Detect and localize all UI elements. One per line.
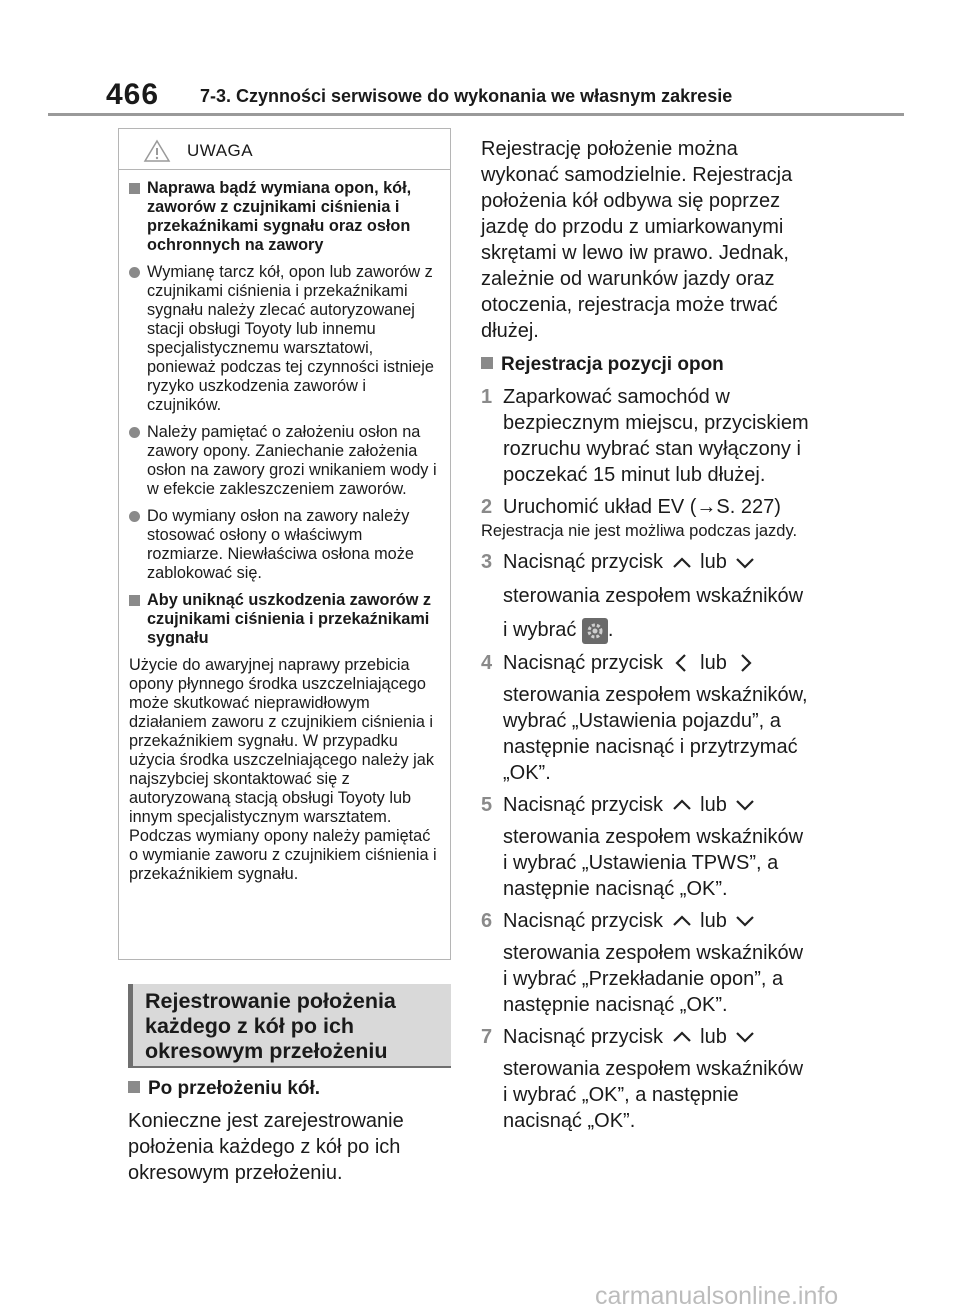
chevron-right-icon — [732, 653, 758, 673]
step-lead: Nacisnąć przycisk — [503, 551, 664, 573]
warning-bullet-1: Wymianę tarcz kół, opon lub zaworów z czujnikami ciśnienia i przekaźnikami sygnału należy zlecać autoryzowanej stacji obsługi Toyoty lub innemu specjalistycznemu warsztatowi, ponieważ podczas tej czynności istnieje ryzyko uszkodzenia zaworów i czujników. — [129, 263, 441, 415]
tire-position-heading: Rejestracja pozycji opon — [481, 352, 811, 378]
registration-title: Rejestrowanie położenia każdego z kół po ich okresowym przełożeniu — [145, 989, 396, 1063]
step-number: 7 — [481, 1025, 493, 1048]
or-label: lub — [700, 651, 727, 674]
after-rotation-text: Konieczne jest zarejestrowanie położenia każdego z kół po ich okresowym przełożeniu. — [128, 1110, 404, 1184]
chevron-down-icon — [732, 795, 758, 815]
section-title: 7-3. Czynności serwisowe do wykonania we własnym zakresie — [200, 86, 733, 106]
or-label: lub — [700, 1025, 727, 1048]
step-line-2: sterowania zespołem wskaźników — [503, 585, 804, 607]
step-line-3-text: i wybrać — [503, 619, 577, 641]
warning-triangle-icon — [143, 139, 171, 163]
step-number: 5 — [481, 793, 493, 816]
step-rest: sterowania zespołem wskaźników i wybrać „Przekładanie opon”, a następnie nacisnąć „OK”. — [503, 941, 804, 1016]
step-4 — [481, 650, 811, 786]
chevron-down-icon — [732, 1027, 758, 1047]
warning-bullet-2: Należy pamiętać o założeniu osłon na zawory opony. Zaniechanie założenia osłon na zawory grozi wnikaniem wody i w efekcie zakleszczeniem zaworów. — [129, 423, 441, 499]
registration-title-box — [128, 984, 451, 1068]
step-rest: sterowania zespołem wskaźników, wybrać „Ustawienia pojazdu”, a następnie nacisnąć i przytrzymać „OK”. — [503, 683, 808, 784]
step-2 — [481, 494, 811, 520]
warning-paragraph: Użycie do awaryjnej naprawy przebicia opony płynnego środka uszczelniającego może skutkować nieprawidłowym działaniem zaworu z czujnikiem ciśnienia i przekaźnikiem sygnału. W przypadku użycia środka uszczelniającego należy jak najszybciej skontaktować się z autoryzowaną stacją obsługi Toyoty lub innym specjalistycznym warsztatem. Podczas wymiany opony należy pamiętać o wymianie zaworu z czujnikiem ciśnienia i przekaźnikiem sygnału. — [129, 656, 437, 883]
step-rest: sterowania zespołem wskaźników i wybrać „OK”, a następnie nacisnąć „OK”. — [503, 1057, 804, 1132]
step-3 — [481, 549, 811, 644]
chevron-down-icon — [732, 911, 758, 931]
warning-body — [121, 171, 449, 884]
step-lead: Nacisnąć przycisk — [503, 651, 664, 674]
step-2-note: Rejestracja nie jest możliwa podczas jazdy. — [481, 522, 798, 540]
step-lead: Nacisnąć przycisk — [503, 793, 664, 816]
watermark: carmanualsonline.info — [595, 1282, 839, 1310]
right-column-text — [481, 128, 811, 1140]
warning-heading-2: Aby uniknąć uszkodzenia zaworów z czujnikami ciśnienia i przekaźnikami sygnału — [129, 591, 441, 648]
chevron-up-icon — [669, 795, 695, 815]
step-line-3-end: . — [607, 619, 614, 641]
step-text: Uruchomić układ EV (→S. 227) — [503, 496, 781, 518]
self-registration-text: Rejestrację położenie można wykonać samodzielnie. Rejestracja położenia kół odbywa się poprzez jazdę do przodu z umiarkowanymi skrętami w lewo iw prawo. Jednak, zależnie od warunków jazdy oraz otoczenia, rejestracja może trwać dłużej. — [481, 138, 793, 342]
left-column-text — [128, 1076, 448, 1186]
step-1 — [481, 384, 811, 488]
step-6 — [481, 908, 811, 1018]
step-5 — [481, 792, 811, 902]
after-rotation-heading: Po przełożeniu kół. — [128, 1076, 448, 1102]
step-lead: Nacisnąć przycisk — [503, 909, 664, 932]
page-number: 466 — [106, 78, 160, 111]
or-label: lub — [700, 909, 727, 932]
step-number: 2 — [481, 496, 493, 518]
settings-gear-icon — [582, 618, 608, 644]
step-number: 4 — [481, 651, 493, 674]
chevron-left-icon — [669, 653, 695, 673]
header-divider — [48, 113, 904, 116]
warning-header — [119, 129, 450, 170]
or-label: lub — [700, 793, 727, 816]
warning-bullet-3: Do wymiany osłon na zawory należy stosować osłony o właściwym rozmiarze. Niewłaściwa osłona może zablokować się. — [129, 507, 441, 583]
step-number: 6 — [481, 909, 493, 932]
page-header — [0, 0, 960, 116]
or-label: lub — [700, 551, 727, 573]
warning-title: UWAGA — [187, 141, 254, 160]
warning-heading-1: Naprawa bądź wymiana opon, kół, zaworów z czujnikami ciśnienia i przekaźnikami sygnału oraz osłon ochronnych na zawory — [129, 179, 441, 255]
step-number: 1 — [481, 386, 493, 408]
chevron-up-icon — [669, 1027, 695, 1047]
step-lead: Nacisnąć przycisk — [503, 1025, 664, 1048]
step-number: 3 — [481, 551, 493, 573]
warning-box — [118, 128, 451, 960]
step-line-3 — [503, 617, 811, 644]
step-rest: sterowania zespołem wskaźników i wybrać „Ustawienia TPWS”, a następnie nacisnąć „OK”. — [503, 825, 804, 900]
step-7 — [481, 1024, 811, 1134]
chevron-up-icon — [669, 911, 695, 931]
chevron-down-icon — [732, 553, 758, 573]
chevron-up-icon — [669, 553, 695, 573]
step-text: Zaparkować samochód w bezpiecznym miejscu, przyciskiem rozruchu wybrać stan wyłączony i poczekać 15 minut lub dłużej. — [503, 386, 809, 486]
